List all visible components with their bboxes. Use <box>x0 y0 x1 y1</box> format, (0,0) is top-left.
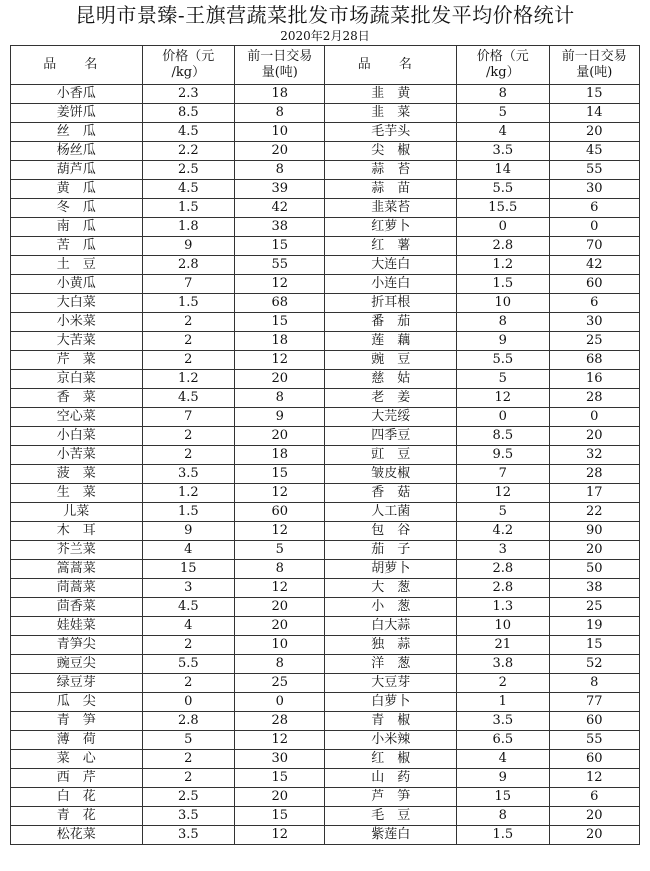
vegetable-name-cell: 慈 姑 <box>325 370 457 389</box>
vegetable-name-cell: 黄 瓜 <box>11 180 143 199</box>
price-cell: 2 <box>142 351 235 370</box>
vegetable-name-cell: 大白菜 <box>11 294 143 313</box>
price-cell: 3.5 <box>457 712 550 731</box>
volume-cell: 14 <box>549 104 639 123</box>
header-volume: 前一日交易 量(吨) <box>549 46 639 85</box>
volume-cell: 8 <box>235 104 325 123</box>
vegetable-name-cell: 南 瓜 <box>11 218 143 237</box>
volume-cell: 42 <box>235 199 325 218</box>
price-cell: 7 <box>142 275 235 294</box>
price-cell: 10 <box>457 617 550 636</box>
volume-cell: 45 <box>549 142 639 161</box>
price-cell: 3.5 <box>457 142 550 161</box>
vegetable-name-cell: 白 花 <box>11 788 143 807</box>
vegetable-name-cell: 青 椒 <box>325 712 457 731</box>
vegetable-name-cell: 松花菜 <box>11 826 143 845</box>
volume-cell: 50 <box>549 560 639 579</box>
vegetable-name-cell: 芦 笋 <box>325 788 457 807</box>
volume-cell: 30 <box>549 313 639 332</box>
vegetable-name-cell: 小连白 <box>325 275 457 294</box>
vegetable-name-cell: 小米辣 <box>325 731 457 750</box>
price-cell: 1.5 <box>457 826 550 845</box>
price-cell: 7 <box>457 465 550 484</box>
table-row <box>11 408 640 427</box>
header-price: 价格（元 /kg） <box>142 46 235 85</box>
price-cell: 21 <box>457 636 550 655</box>
vegetable-name-cell: 皱皮椒 <box>325 465 457 484</box>
volume-cell: 28 <box>235 712 325 731</box>
volume-cell: 38 <box>235 218 325 237</box>
volume-cell: 16 <box>549 370 639 389</box>
price-cell: 1.2 <box>142 370 235 389</box>
price-cell: 15 <box>142 560 235 579</box>
price-cell: 2 <box>142 636 235 655</box>
price-cell: 5 <box>457 104 550 123</box>
price-cell: 3.5 <box>142 826 235 845</box>
vegetable-name-cell: 小米菜 <box>11 313 143 332</box>
volume-cell: 0 <box>549 218 639 237</box>
vegetable-name-cell: 白萝卜 <box>325 693 457 712</box>
volume-cell: 8 <box>235 389 325 408</box>
vegetable-name-cell: 西 芹 <box>11 769 143 788</box>
vegetable-name-cell: 红萝卜 <box>325 218 457 237</box>
price-cell: 1.8 <box>142 218 235 237</box>
price-cell: 2.8 <box>457 560 550 579</box>
table-row <box>11 693 640 712</box>
volume-cell: 10 <box>235 636 325 655</box>
price-cell: 5.5 <box>142 655 235 674</box>
table-row <box>11 712 640 731</box>
volume-cell: 8 <box>235 161 325 180</box>
vegetable-name-cell: 瓜 尖 <box>11 693 143 712</box>
price-cell: 1.5 <box>142 294 235 313</box>
vegetable-name-cell: 豌豆尖 <box>11 655 143 674</box>
vegetable-name-cell: 葫芦瓜 <box>11 161 143 180</box>
vegetable-name-cell: 蒜 苔 <box>325 161 457 180</box>
table-row <box>11 180 640 199</box>
volume-cell: 68 <box>235 294 325 313</box>
vegetable-name-cell: 香 菜 <box>11 389 143 408</box>
table-row <box>11 636 640 655</box>
vegetable-name-cell: 土 豆 <box>11 256 143 275</box>
table-row <box>11 446 640 465</box>
price-cell: 2 <box>457 674 550 693</box>
page-title: 昆明市景臻-王旗营蔬菜批发市场蔬菜批发平均价格统计 <box>75 3 575 27</box>
volume-cell: 6 <box>549 294 639 313</box>
price-cell: 7 <box>142 408 235 427</box>
volume-cell: 25 <box>549 332 639 351</box>
volume-cell: 15 <box>235 465 325 484</box>
vegetable-name-cell: 香 菇 <box>325 484 457 503</box>
volume-cell: 20 <box>549 123 639 142</box>
volume-cell: 12 <box>235 522 325 541</box>
volume-cell: 55 <box>549 731 639 750</box>
vegetable-name-cell: 小黄瓜 <box>11 275 143 294</box>
vegetable-name-cell: 白大蒜 <box>325 617 457 636</box>
price-cell: 8.5 <box>142 104 235 123</box>
price-cell: 5.5 <box>457 180 550 199</box>
price-cell: 6.5 <box>457 731 550 750</box>
price-cell: 4.5 <box>142 123 235 142</box>
volume-cell: 20 <box>549 807 639 826</box>
vegetable-name-cell: 红 薯 <box>325 237 457 256</box>
price-cell: 1 <box>457 693 550 712</box>
vegetable-name-cell: 青笋尖 <box>11 636 143 655</box>
volume-cell: 20 <box>235 598 325 617</box>
price-cell: 2 <box>142 750 235 769</box>
price-cell: 10 <box>457 294 550 313</box>
volume-cell: 55 <box>549 161 639 180</box>
price-cell: 15 <box>457 788 550 807</box>
price-cell: 2 <box>142 769 235 788</box>
volume-cell: 90 <box>549 522 639 541</box>
header-name: 品 名 <box>325 46 457 85</box>
vegetable-name-cell: 冬 瓜 <box>11 199 143 218</box>
volume-cell: 28 <box>549 389 639 408</box>
table-row <box>11 313 640 332</box>
volume-cell: 0 <box>549 408 639 427</box>
table-row <box>11 788 640 807</box>
vegetable-name-cell: 包 谷 <box>325 522 457 541</box>
price-cell: 5 <box>457 503 550 522</box>
header-row <box>11 46 640 85</box>
table-row <box>11 142 640 161</box>
table-row <box>11 579 640 598</box>
vegetable-name-cell: 人工菌 <box>325 503 457 522</box>
volume-cell: 30 <box>549 180 639 199</box>
vegetable-name-cell: 四季豆 <box>325 427 457 446</box>
volume-cell: 20 <box>235 142 325 161</box>
volume-cell: 60 <box>549 275 639 294</box>
vegetable-name-cell: 毛 豆 <box>325 807 457 826</box>
vegetable-name-cell: 大豆芽 <box>325 674 457 693</box>
price-table <box>10 45 640 845</box>
price-cell: 2 <box>142 332 235 351</box>
table-row <box>11 161 640 180</box>
vegetable-name-cell: 大苦菜 <box>11 332 143 351</box>
price-cell: 2.3 <box>142 85 235 104</box>
volume-cell: 70 <box>549 237 639 256</box>
price-cell: 2.5 <box>142 788 235 807</box>
table-row <box>11 731 640 750</box>
price-cell: 0 <box>142 693 235 712</box>
vegetable-name-cell: 大芫绥 <box>325 408 457 427</box>
vegetable-name-cell: 丝 瓜 <box>11 123 143 142</box>
vegetable-name-cell: 篙蒿菜 <box>11 560 143 579</box>
volume-cell: 20 <box>235 617 325 636</box>
vegetable-name-cell: 折耳根 <box>325 294 457 313</box>
vegetable-name-cell: 姜饼瓜 <box>11 104 143 123</box>
vegetable-name-cell: 茴香菜 <box>11 598 143 617</box>
volume-cell: 15 <box>235 807 325 826</box>
table-row <box>11 332 640 351</box>
price-cell: 1.5 <box>142 199 235 218</box>
volume-cell: 12 <box>235 275 325 294</box>
price-cell: 4 <box>142 617 235 636</box>
volume-cell: 19 <box>549 617 639 636</box>
table-row <box>11 750 640 769</box>
table-row <box>11 560 640 579</box>
table-row <box>11 237 640 256</box>
volume-cell: 15 <box>235 313 325 332</box>
price-cell: 2 <box>142 446 235 465</box>
vegetable-name-cell: 小 葱 <box>325 598 457 617</box>
price-cell: 3 <box>142 579 235 598</box>
vegetable-name-cell: 苦 瓜 <box>11 237 143 256</box>
price-cell: 3.5 <box>142 465 235 484</box>
volume-cell: 12 <box>235 579 325 598</box>
vegetable-name-cell: 韭 菜 <box>325 104 457 123</box>
vegetable-name-cell: 生 菜 <box>11 484 143 503</box>
price-cell: 0 <box>457 408 550 427</box>
header-volume: 前一日交易 量(吨) <box>235 46 325 85</box>
volume-cell: 8 <box>549 674 639 693</box>
vegetable-name-cell: 小香瓜 <box>11 85 143 104</box>
vegetable-name-cell: 老 姜 <box>325 389 457 408</box>
price-cell: 9 <box>142 237 235 256</box>
volume-cell: 20 <box>235 427 325 446</box>
vegetable-name-cell: 青 笋 <box>11 712 143 731</box>
vegetable-name-cell: 娃娃菜 <box>11 617 143 636</box>
table-row <box>11 294 640 313</box>
table-row <box>11 598 640 617</box>
price-cell: 5.5 <box>457 351 550 370</box>
price-cell: 9 <box>142 522 235 541</box>
vegetable-name-cell: 菜 心 <box>11 750 143 769</box>
vegetable-name-cell: 莲 藕 <box>325 332 457 351</box>
volume-cell: 38 <box>549 579 639 598</box>
price-cell: 2.8 <box>457 237 550 256</box>
table-row <box>11 826 640 845</box>
table-row <box>11 427 640 446</box>
table-row <box>11 389 640 408</box>
volume-cell: 60 <box>549 750 639 769</box>
table-row <box>11 218 640 237</box>
price-cell: 9 <box>457 332 550 351</box>
table-row <box>11 85 640 104</box>
vegetable-name-cell: 韭 黄 <box>325 85 457 104</box>
volume-cell: 18 <box>235 332 325 351</box>
volume-cell: 20 <box>549 826 639 845</box>
volume-cell: 15 <box>549 85 639 104</box>
volume-cell: 8 <box>235 560 325 579</box>
price-cell: 8 <box>457 313 550 332</box>
volume-cell: 68 <box>549 351 639 370</box>
report-date: 2020年2月28日 <box>280 29 370 43</box>
price-cell: 2 <box>142 427 235 446</box>
vegetable-name-cell: 番 茄 <box>325 313 457 332</box>
table-row <box>11 541 640 560</box>
volume-cell: 15 <box>549 636 639 655</box>
vegetable-name-cell: 绿豆芽 <box>11 674 143 693</box>
table-row <box>11 522 640 541</box>
table-row <box>11 370 640 389</box>
price-cell: 3.5 <box>142 807 235 826</box>
price-cell: 5 <box>142 731 235 750</box>
price-cell: 9 <box>457 769 550 788</box>
volume-cell: 12 <box>235 731 325 750</box>
volume-cell: 15 <box>235 769 325 788</box>
volume-cell: 20 <box>549 541 639 560</box>
volume-cell: 28 <box>549 465 639 484</box>
vegetable-name-cell: 毛芋头 <box>325 123 457 142</box>
vegetable-name-cell: 空心菜 <box>11 408 143 427</box>
vegetable-name-cell: 韭菜苔 <box>325 199 457 218</box>
volume-cell: 6 <box>549 199 639 218</box>
table-row <box>11 484 640 503</box>
volume-cell: 20 <box>235 788 325 807</box>
price-cell: 4.5 <box>142 598 235 617</box>
vegetable-name-cell: 大连白 <box>325 256 457 275</box>
vegetable-name-cell: 独 蒜 <box>325 636 457 655</box>
volume-cell: 55 <box>235 256 325 275</box>
price-cell: 3 <box>457 541 550 560</box>
price-cell: 4 <box>457 750 550 769</box>
vegetable-name-cell: 儿菜 <box>11 503 143 522</box>
table-row <box>11 503 640 522</box>
volume-cell: 12 <box>235 826 325 845</box>
price-cell: 4.5 <box>142 389 235 408</box>
table-body <box>11 85 640 845</box>
vegetable-name-cell: 蒜 苗 <box>325 180 457 199</box>
price-cell: 1.2 <box>457 256 550 275</box>
header-name: 品 名 <box>11 46 143 85</box>
vegetable-name-cell: 小苦菜 <box>11 446 143 465</box>
volume-cell: 5 <box>235 541 325 560</box>
vegetable-name-cell: 茼蒿菜 <box>11 579 143 598</box>
price-cell: 2.8 <box>457 579 550 598</box>
volume-cell: 60 <box>549 712 639 731</box>
price-cell: 2.5 <box>142 161 235 180</box>
volume-cell: 0 <box>235 693 325 712</box>
vegetable-name-cell: 紫莲白 <box>325 826 457 845</box>
price-cell: 9.5 <box>457 446 550 465</box>
price-cell: 4.2 <box>457 522 550 541</box>
volume-cell: 18 <box>235 446 325 465</box>
vegetable-name-cell: 芥兰菜 <box>11 541 143 560</box>
volume-cell: 52 <box>549 655 639 674</box>
table-row <box>11 807 640 826</box>
volume-cell: 22 <box>549 503 639 522</box>
table-row <box>11 256 640 275</box>
price-cell: 4 <box>142 541 235 560</box>
volume-cell: 8 <box>235 655 325 674</box>
vegetable-name-cell: 菠 菜 <box>11 465 143 484</box>
volume-cell: 12 <box>235 351 325 370</box>
price-cell: 1.5 <box>142 503 235 522</box>
vegetable-name-cell: 木 耳 <box>11 522 143 541</box>
price-cell: 15.5 <box>457 199 550 218</box>
volume-cell: 12 <box>549 769 639 788</box>
volume-cell: 60 <box>235 503 325 522</box>
price-cell: 1.3 <box>457 598 550 617</box>
volume-cell: 39 <box>235 180 325 199</box>
price-cell: 0 <box>457 218 550 237</box>
vegetable-name-cell: 尖 椒 <box>325 142 457 161</box>
price-cell: 8.5 <box>457 427 550 446</box>
volume-cell: 12 <box>235 484 325 503</box>
table-row <box>11 617 640 636</box>
price-cell: 2.2 <box>142 142 235 161</box>
volume-cell: 42 <box>549 256 639 275</box>
vegetable-name-cell: 豌 豆 <box>325 351 457 370</box>
volume-cell: 6 <box>549 788 639 807</box>
price-cell: 2.8 <box>142 712 235 731</box>
price-cell: 12 <box>457 389 550 408</box>
table-row <box>11 275 640 294</box>
price-cell: 1.2 <box>142 484 235 503</box>
header-price: 价格（元 /kg） <box>457 46 550 85</box>
vegetable-name-cell: 大 葱 <box>325 579 457 598</box>
table-row <box>11 351 640 370</box>
vegetable-name-cell: 豇 豆 <box>325 446 457 465</box>
price-cell: 2.8 <box>142 256 235 275</box>
table-row <box>11 199 640 218</box>
vegetable-name-cell: 山 药 <box>325 769 457 788</box>
volume-cell: 25 <box>235 674 325 693</box>
price-cell: 4 <box>457 123 550 142</box>
price-cell: 8 <box>457 85 550 104</box>
price-cell: 2 <box>142 313 235 332</box>
price-cell: 2 <box>142 674 235 693</box>
vegetable-name-cell: 杨丝瓜 <box>11 142 143 161</box>
vegetable-name-cell: 京白菜 <box>11 370 143 389</box>
table-row <box>11 769 640 788</box>
vegetable-name-cell: 红 椒 <box>325 750 457 769</box>
price-cell: 4.5 <box>142 180 235 199</box>
table-row <box>11 655 640 674</box>
vegetable-name-cell: 薄 荷 <box>11 731 143 750</box>
price-cell: 12 <box>457 484 550 503</box>
vegetable-name-cell: 洋 葱 <box>325 655 457 674</box>
volume-cell: 15 <box>235 237 325 256</box>
volume-cell: 18 <box>235 85 325 104</box>
volume-cell: 30 <box>235 750 325 769</box>
volume-cell: 25 <box>549 598 639 617</box>
volume-cell: 20 <box>549 427 639 446</box>
price-cell: 14 <box>457 161 550 180</box>
price-cell: 3.8 <box>457 655 550 674</box>
price-cell: 5 <box>457 370 550 389</box>
volume-cell: 10 <box>235 123 325 142</box>
price-cell: 8 <box>457 807 550 826</box>
table-row <box>11 465 640 484</box>
vegetable-name-cell: 胡萝卜 <box>325 560 457 579</box>
volume-cell: 77 <box>549 693 639 712</box>
table-row <box>11 123 640 142</box>
volume-cell: 20 <box>235 370 325 389</box>
vegetable-name-cell: 小白菜 <box>11 427 143 446</box>
price-cell: 1.5 <box>457 275 550 294</box>
table-row <box>11 674 640 693</box>
table-row <box>11 104 640 123</box>
vegetable-name-cell: 茄 子 <box>325 541 457 560</box>
volume-cell: 9 <box>235 408 325 427</box>
volume-cell: 17 <box>549 484 639 503</box>
volume-cell: 32 <box>549 446 639 465</box>
vegetable-name-cell: 芹 菜 <box>11 351 143 370</box>
vegetable-name-cell: 青 花 <box>11 807 143 826</box>
